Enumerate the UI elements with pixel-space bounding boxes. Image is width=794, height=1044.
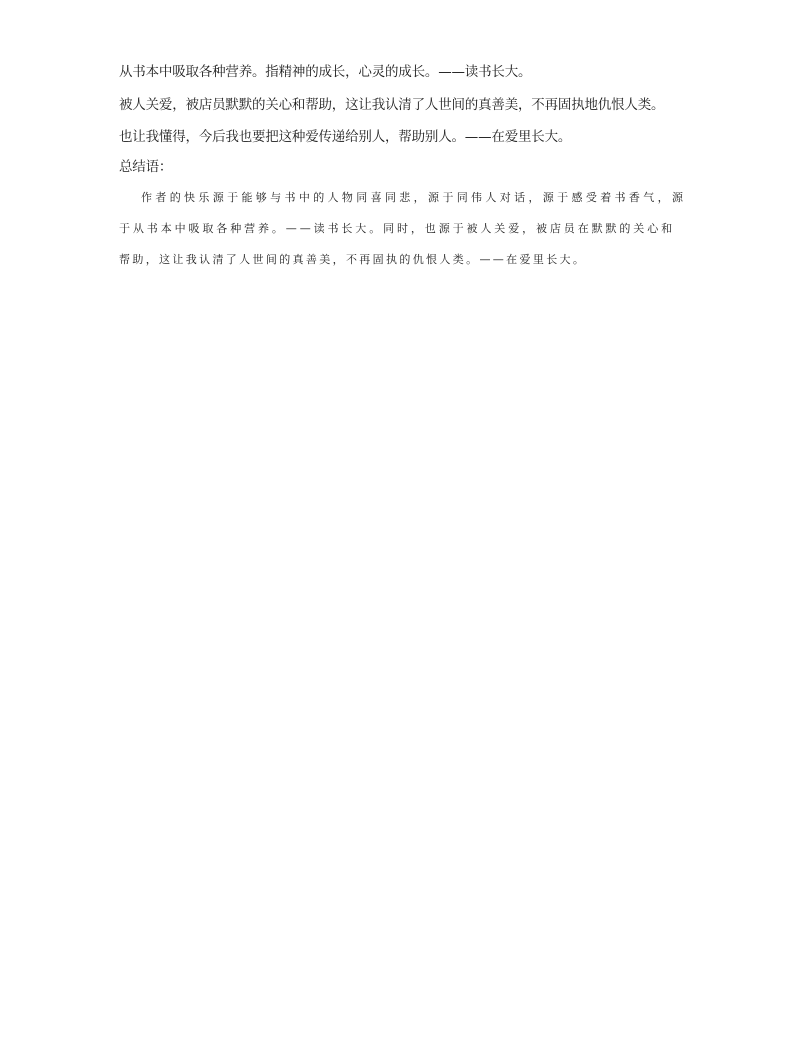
paragraph-passing-love: 也让我懂得，今后我也要把这种爱传递给别人，帮助别人。——在爱里长大。	[119, 129, 572, 145]
summary-heading: 总结语：	[119, 159, 173, 175]
paragraph-being-cared: 被人关爱，被店员默默的关心和帮助，这让我认清了人世间的真善美，不再固执地仇恨人类。	[119, 97, 665, 113]
paragraph-reading: 从书本中吸取各种营养。指精神的成长，心灵的成长。——读书长大。	[119, 64, 532, 80]
summary-line-1: 作者的快乐源于能够与书中的人物同喜同悲，源于同伟人对话，源于感受着书香气，源	[141, 191, 687, 204]
summary-line-2: 于从书本中吸取各种营养。——读书长大。同时，也源于被人关爱，被店员在默默的关心和	[119, 222, 675, 235]
summary-line-3: 帮助，这让我认清了人世间的真善美，不再固执的仇恨人类。——在爱里长大。	[119, 253, 587, 266]
